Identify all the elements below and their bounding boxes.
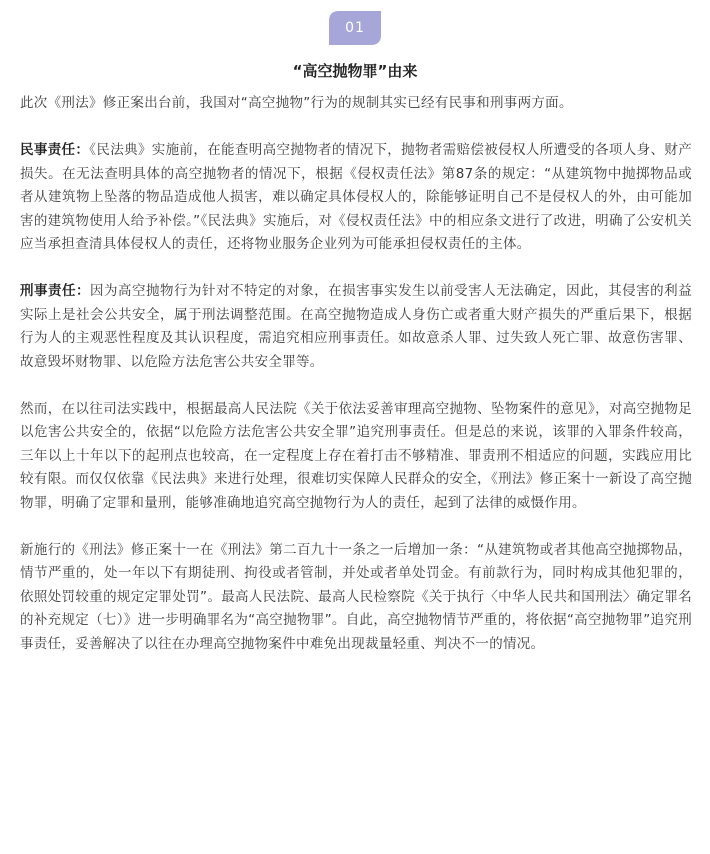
section-title: “高空抛物罪”由来 bbox=[292, 62, 418, 80]
section-number: 01 bbox=[345, 20, 365, 36]
criminal-liability-paragraph bbox=[20, 280, 692, 374]
judicial-practice-paragraph: 然而，在以往司法实践中，根据最高人民法院《关于依法妥善审理高空抛物、坠物案件的意见》，对高空抛物足以危害公共安全的，依据“以危险方法危害公共安全罪”追究刑事责任。但是总的来说，该罪的入罪条件较高，三年以上十年以下的起刑点也较高，在一定程度上存在着打击不够精准、罪责刑不相适应的问题，实践应用比较有限。而仅仅依靠《民法典》来进行处理，很难切实保障人民群众的安全，《刑法》修正案十一新设了高空抛物罪，明确了定罪和量刑，能够准确地追究高空抛物行为人的责任，起到了法律的威慑作用。 bbox=[20, 400, 692, 511]
civil-liability-heading: 民事责任 bbox=[20, 142, 76, 158]
article-body bbox=[20, 92, 692, 680]
section-number-badge bbox=[329, 11, 381, 45]
civil-liability-paragraph bbox=[20, 139, 692, 257]
civil-liability-text: 《民法典》实施前，在能查明高空抛物者的情况下，抛物者需赔偿被侵权人所遭受的各项人身、财产损失。在无法查明具体的高空抛物者的情况下，根据《侵权责任法》第87条的规定：“从建筑物中抛掷物品或者从建筑物上坠落的物品造成他人损害，难以确定具体侵权人的，除能够证明自己不是侵权人的外，由可能加害的建筑物使用人给予补偿。”《民法典》实施后，对《侵权责任法》中的相应条文进行了改进，明确了公安机关应当承担查清具体侵权人的责任，还将物业服务企业列为可能承担侵权责任的主体。 bbox=[20, 142, 692, 252]
new-law-paragraph: 新施行的《刑法》修正案十一在《刑法》第二百九十一条之一后增加一条：“从建筑物或者其他高空抛掷物品，情节严重的，处一年以下有期徒刑、拘役或者管制，并处或者单处罚金。有前款行为，同时构成其他犯罪的，依照处罚较重的规定定罪处罚”。最高人民法院、最高人民检察院《关于执行〈中华人民共和国刑法〉确定罪名的补充规定（七）》进一步明确罪名为“高空抛物罪”。自此，高空抛物情节严重的，将依据“高空抛物罪”追究刑事责任，妥善解决了以往在办理高空抛物案件中难免出现裁量轻重、判决不一的情况。 bbox=[20, 541, 692, 652]
intro-paragraph: 此次《刑法》修正案出台前，我国对“高空抛物”行为的规制其实已经有民事和刑事两方面。 bbox=[20, 95, 573, 111]
criminal-liability-colon: ： bbox=[76, 283, 91, 299]
criminal-liability-heading: 刑事责任 bbox=[20, 283, 77, 299]
civil-liability-colon: ： bbox=[75, 142, 90, 158]
criminal-liability-text: 因为高空抛物行为针对不特定的对象，在损害事实发生以前受害人无法确定，因此，其侵害的利益实际上是社会公共安全，属于刑法调整范围。在高空抛物造成人身伤亡或者重大财产损失的严重后果下，根据行为人的主观恶性程度及其认识程度，需追究相应刑事责任。如故意杀人罪、过失致人死亡罪、故意伤害罪、故意毁坏财物罪、以危险方法危害公共安全罪等。 bbox=[20, 283, 692, 370]
